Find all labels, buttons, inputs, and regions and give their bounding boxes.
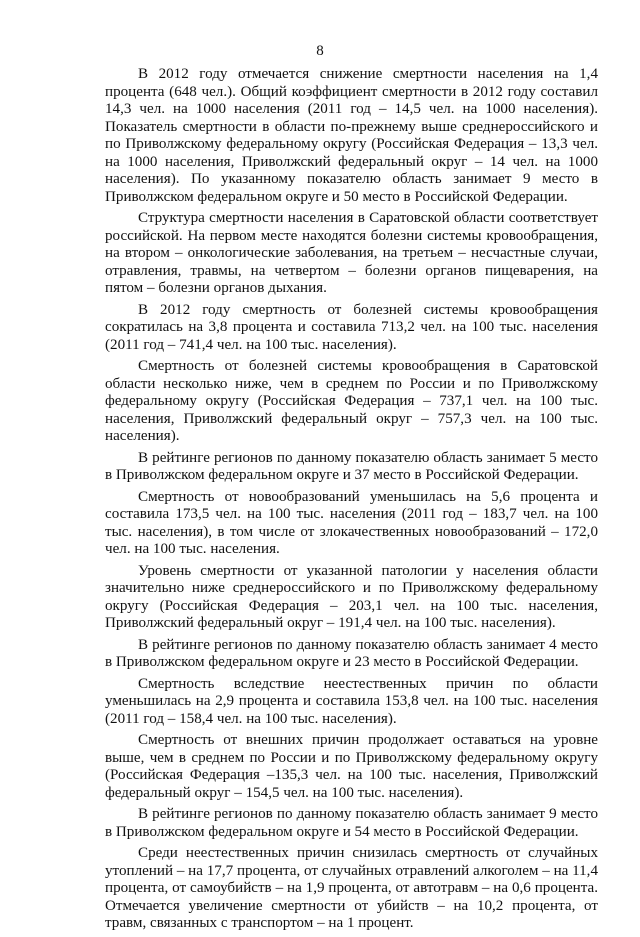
page-number: 8	[316, 43, 324, 59]
paragraph-neoplasms-rating: В рейтинге регионов по данному показателю область занимает 4 место в Приволжском федеральном округе и 23 место в Российской Федерации.	[105, 636, 598, 670]
paragraph-mortality-structure: Структура смертности населения в Саратовской области соответствует российской. На первом месте находятся болезни системы кровообращения, на втором – онкологические заболевания, на третьем – несчастные случаи, отравления, травмы, на четвертом – болезни органов пищеварения, на пятом – болезни органов дыхания.	[105, 210, 598, 296]
paragraph-external-causes: Смертность от внешних причин продолжает оставаться на уровне выше, чем в среднем по России и по Приволжскому федеральному округу (Российская Федерация –135,3 чел. на 100 тыс. населения, Приволжский федеральный округ – 154,5 чел. на 100 тыс. населения).	[105, 732, 598, 801]
paragraph-external-rating: В рейтинге регионов по данному показателю область занимает 9 место в Приволжском федеральном округе и 54 место в Российской Федерации.	[105, 806, 598, 840]
paragraph-unnatural-causes: Смертность вследствие неестественных причин по области уменьшилась на 2,9 процента и составила 153,8 чел. на 100 тыс. населения (2011 год – 158,4 чел. на 100 тыс. населения).	[105, 675, 598, 727]
paragraph-circulatory-comparison: Смертность от болезней системы кровообращения в Саратовской области несколько ниже, чем в среднем по России и по Приволжскому федеральному округу (Российская Федерация – 737,1 чел. на 100 тыс. населения, Приволжский федеральный округ – 757,3 чел. на 100 тыс. населения).	[105, 358, 598, 444]
paragraph-circulatory-rating: В рейтинге регионов по данному показателю область занимает 5 место в Приволжском федеральном округе и 37 место в Российской Федерации.	[105, 449, 598, 483]
paragraph-neoplasms-comparison: Уровень смертности от указанной патологии у населения области значительно ниже среднероссийского и по Приволжскому федеральному округу (Российская Федерация – 203,1 чел. на 100 тыс. населения, Приволжский федеральный округ – 191,4 чел. на 100 тыс. населения).	[105, 562, 598, 631]
paragraph-neoplasms: Смертность от новообразований уменьшилась на 5,6 процента и составила 173,5 чел. на 100 тыс. населения (2011 год – 183,7 чел. на 100 тыс. населения), в том числе от злокачественных новообразований – 172,0 чел. на 100 тыс. населения.	[105, 488, 598, 557]
paragraph-circulatory-2012: В 2012 году смертность от болезней системы кровообращения сократилась на 3,8 процента и составила 713,2 чел. на 100 тыс. населения (2011 год – 741,4 чел. на 100 тыс. населения).	[105, 301, 598, 353]
paragraph-unnatural-breakdown: Среди неестественных причин снизилась смертность от случайных утоплений – на 17,7 процента, от случайных отравлений алкоголем – на 11,4 процента, от самоубийств – на 1,9 процента, от автотравм – на 0,6 процента. Отмечается увеличение смертности от убийств – на 10,2 процента, от травм, связанных с транспортом – на 1 процент.	[105, 845, 598, 931]
document-body	[105, 66, 598, 937]
paragraph-mortality-2012: В 2012 году отмечается снижение смертности населения на 1,4 процента (648 чел.). Общий коэффициент смертности в 2012 году составил 14,3 чел. на 1000 населения (2011 год – 14,5 чел. на 1000 населения). Показатель смертности в области по-прежнему выше среднероссийского и по Приволжскому федеральному округу (Российская Федерация – 13,3 чел. на 1000 населения, Приволжский федеральный округ – 14 чел. на 1000 населения). По указанному показателю область занимает 9 место в Приволжском федеральном округе и 50 место в Российской Федерации.	[105, 66, 598, 205]
